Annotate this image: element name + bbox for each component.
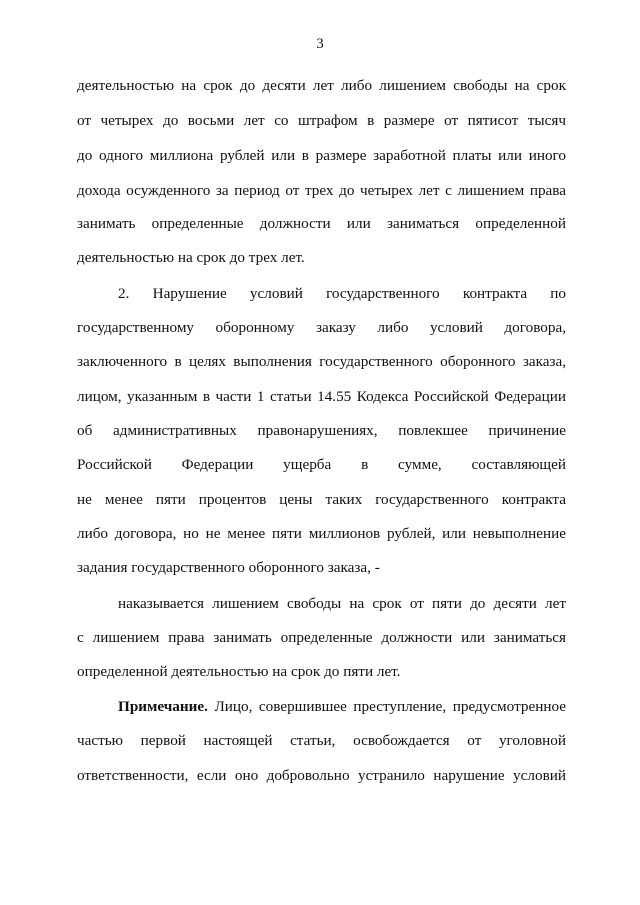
text-line: заключенного в целях выполнения государственного оборонного заказа, — [77, 353, 566, 370]
text-line: об административных правонарушениях, повлекшее причинение — [77, 422, 566, 439]
text-line: с лишением права занимать определенные должности или заниматься — [77, 629, 566, 646]
text-line: занимать определенные должности или заниматься определенной — [77, 215, 566, 232]
text-line: Российской Федерации ущерба в сумме, составляющей — [77, 456, 566, 473]
text-line: ответственности, если оно добровольно устранило нарушение условий — [77, 767, 566, 784]
note-text: Лицо, совершившее преступление, предусмотренное — [207, 698, 566, 715]
text-line: государственному оборонному заказу либо условий договора, — [77, 319, 566, 336]
text-line: до одного миллиона рублей или в размере заработной платы или иного — [77, 147, 566, 164]
text-line: либо договора, но не менее пяти миллионов рублей, или невыполнение — [77, 525, 566, 542]
text-line: от четырех до восьми лет со штрафом в размере от пятисот тысяч — [77, 112, 566, 129]
text-line: лицом, указанным в части 1 статьи 14.55 Кодекса Российской Федерации — [77, 388, 566, 405]
text-line: деятельностью на срок до трех лет. — [77, 249, 305, 266]
text-line: дохода осужденного за период от трех до четырех лет с лишением права — [77, 182, 566, 199]
text-line: наказывается лишением свободы на срок от пяти до десяти лет — [118, 595, 566, 612]
note-label: Примечание. — [118, 698, 208, 715]
text-line: задания государственного оборонного заказа, - — [77, 559, 380, 576]
text-line: деятельностью на срок до десяти лет либо лишением свободы на срок — [77, 77, 566, 94]
page-number: 3 — [316, 36, 324, 52]
note-first-line — [118, 697, 566, 717]
text-line: не менее пяти процентов цены таких государственного контракта — [77, 491, 566, 508]
text-line: частью первой настоящей статьи, освобождается от уголовной — [77, 732, 566, 749]
text-line: определенной деятельностью на срок до пяти лет. — [77, 663, 401, 680]
text-line: 2. Нарушение условий государственного контракта по — [118, 285, 566, 302]
